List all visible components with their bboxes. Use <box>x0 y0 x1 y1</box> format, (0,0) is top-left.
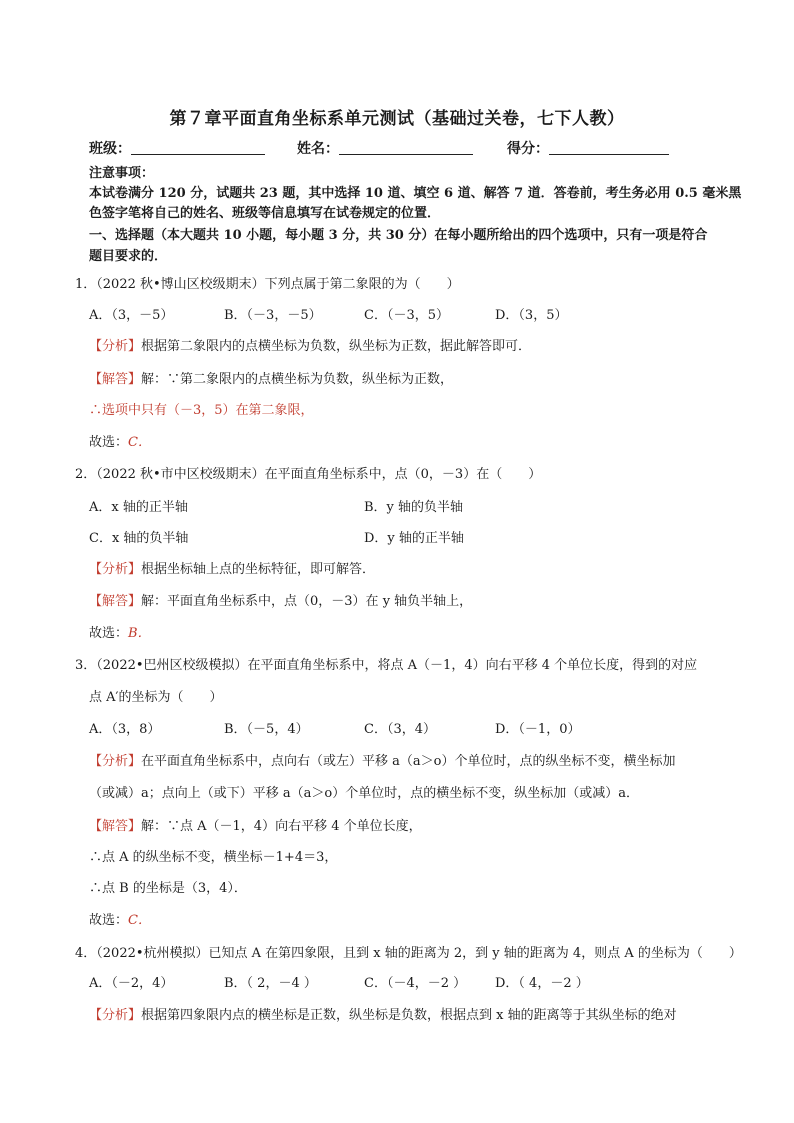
question-2-stem: 2．（2022 秋•市中区校级期末）在平面直角坐标系中，点（0，－3）在（ ） <box>75 467 542 482</box>
question-3-option-b[interactable]: B．（－5，4） <box>224 722 309 737</box>
score-blank[interactable] <box>549 139 669 155</box>
question-2-option-c[interactable]: C．x 轴的负半轴 <box>89 531 189 546</box>
analysis-tag: 【分析】 <box>89 339 142 354</box>
notice-line: 本试卷满分 120 分，试题共 23 题，其中选择 10 道、填空 6 道、解答 7 道．答卷前，考生务必用 0.5 毫米黑 <box>89 186 742 201</box>
section-heading: 题目要求的． <box>89 249 168 264</box>
answer-text: 解：∵点 A（－1，4）向右平移 4 个单位长度， <box>141 819 422 834</box>
choose-label: 故选： <box>89 913 129 928</box>
answer-text: 解：∵第二象限内的点横坐标为负数，纵坐标为正数， <box>141 372 454 387</box>
question-3-option-c[interactable]: C．（3，4） <box>364 722 436 737</box>
question-4-option-d[interactable]: D．（ 4，－2 ） <box>495 976 589 991</box>
choose-label: 故选： <box>89 626 129 641</box>
choose-value: C． <box>128 913 151 928</box>
analysis-text: （或减）a；点向上（或下）平移 a（a＞o）个单位时，点的横坐标不变，纵坐标加（或减）a． <box>89 786 639 801</box>
question-1-option-c[interactable]: C．（－3，5） <box>364 308 449 323</box>
question-2-answer <box>89 590 472 609</box>
question-3-analysis <box>89 750 675 769</box>
analysis-text: 根据第四象限内点的横坐标是正数，纵坐标是负数，根据点到 x 轴的距离等于其纵坐标的绝对 <box>141 1008 677 1023</box>
analysis-text: 在平面直角坐标系中，点向右（或左）平移 a（a＞o）个单位时，点的纵坐标不变，横坐标加 <box>141 754 676 769</box>
question-4-stem: 4．（2022•杭州模拟）已知点 A 在第四象限，且到 x 轴的距离为 2，到 y 轴的距离为 4，则点 A 的坐标为（ ） <box>75 946 742 961</box>
student-info-row <box>89 138 709 160</box>
class-label: 班级： <box>89 141 131 157</box>
question-2-option-d[interactable]: D．y 轴的正半轴 <box>364 531 464 546</box>
choose-value: C． <box>128 435 151 450</box>
question-3-stem-cont: 点 A′的坐标为（ ） <box>89 690 223 705</box>
question-3-option-a[interactable]: A．（3，8） <box>89 722 161 737</box>
class-field <box>89 138 265 158</box>
choose-label: 故选： <box>89 435 129 450</box>
question-1-answer <box>89 368 453 387</box>
answer-tag: 【解答】 <box>89 372 142 387</box>
question-3-answer <box>89 815 422 834</box>
analysis-tag: 【分析】 <box>89 562 142 577</box>
notice-heading: 注意事项： <box>89 166 155 181</box>
class-blank[interactable] <box>131 139 265 155</box>
choose-value: B． <box>128 626 151 641</box>
name-field <box>297 138 473 158</box>
question-2-option-a[interactable]: A．x 轴的正半轴 <box>89 500 188 515</box>
question-4-option-c[interactable]: C．（－4，－2 ） <box>364 976 467 991</box>
page-title: 第７章平面直角坐标系单元测试（基础过关卷，七下人教） <box>169 109 625 129</box>
answer-tag: 【解答】 <box>89 594 142 609</box>
section-heading: 一、选择题（本大题共 10 小题，每小题 3 分，共 30 分）在每小题所给出的四个选项中，只有一项是符合 <box>89 228 708 243</box>
question-1-option-b[interactable]: B．（－3，－5） <box>224 308 322 323</box>
question-3-choose <box>89 909 151 928</box>
analysis-tag: 【分析】 <box>89 754 142 769</box>
answer-text: ∴点 A 的纵坐标不变，横坐标－1+4＝3， <box>89 850 338 865</box>
question-4-option-b[interactable]: B．（ 2，－4 ） <box>224 976 317 991</box>
score-label: 得分： <box>507 141 549 157</box>
question-2-choose <box>89 622 151 641</box>
question-2-option-b[interactable]: B．y 轴的负半轴 <box>364 500 464 515</box>
answer-text: ∴选项中只有（－3，5）在第二象限， <box>89 403 314 418</box>
notice-line: 色签字笔将自己的姓名、班级等信息填写在试卷规定的位置． <box>89 206 441 221</box>
name-blank[interactable] <box>339 139 473 155</box>
question-1-analysis <box>89 335 531 354</box>
question-1-choose <box>89 431 151 450</box>
question-1-option-a[interactable]: A．（3，－5） <box>89 308 174 323</box>
analysis-text: 根据坐标轴上点的坐标特征，即可解答． <box>141 562 376 577</box>
question-1-option-d[interactable]: D．（3，5） <box>495 308 568 323</box>
answer-text: 解：平面直角坐标系中，点（0，－3）在 y 轴负半轴上， <box>141 594 473 609</box>
score-field <box>507 138 669 158</box>
question-3-option-d[interactable]: D．（－1，0） <box>495 722 581 737</box>
question-2-analysis <box>89 558 375 577</box>
question-4-analysis <box>89 1004 677 1023</box>
answer-tag: 【解答】 <box>89 819 142 834</box>
analysis-text: 根据第二象限内的点横坐标为负数，纵坐标为正数，据此解答即可． <box>141 339 532 354</box>
question-1-stem: 1．（2022 秋•博山区校级期末）下列点属于第二象限的为（ ） <box>75 277 460 292</box>
analysis-tag: 【分析】 <box>89 1008 142 1023</box>
question-4-option-a[interactable]: A．（－2，4） <box>89 976 174 991</box>
name-label: 姓名： <box>297 141 339 157</box>
question-3-stem: 3．（2022•巴州区校级模拟）在平面直角坐标系中，将点 A（－1，4）向右平移 4 个单位长度，得到的对应 <box>75 658 698 673</box>
answer-text: ∴点 B 的坐标是（3，4）． <box>89 881 247 896</box>
